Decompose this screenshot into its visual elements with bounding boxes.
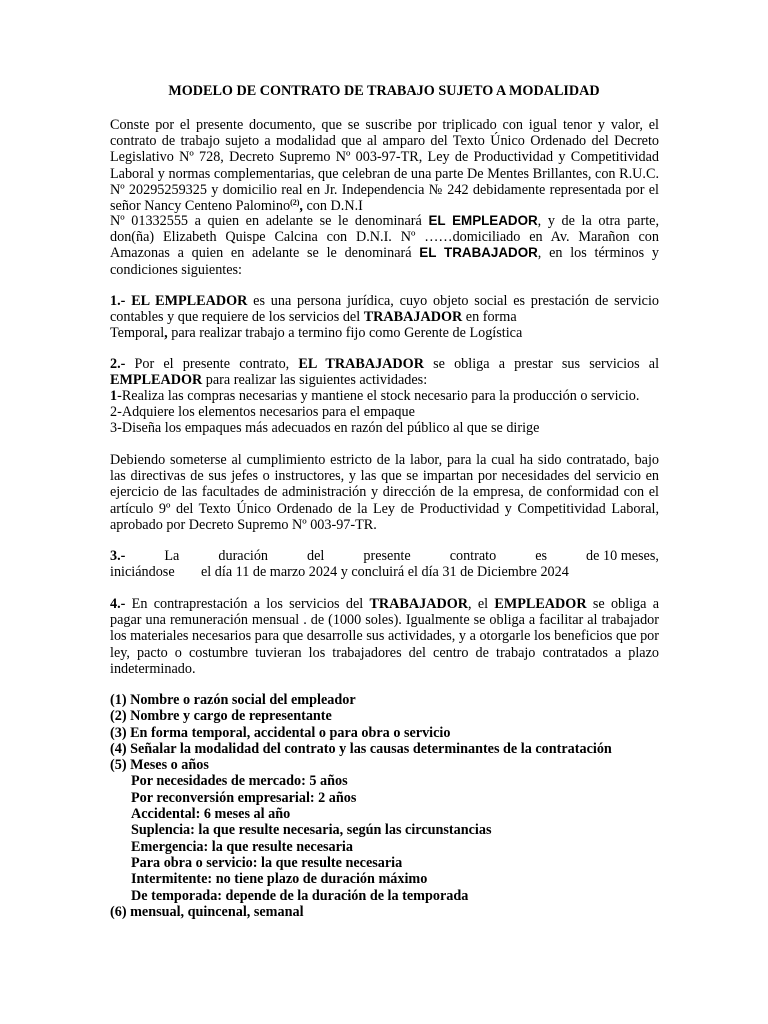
clause-3-duration: de 10 meses, [586, 548, 659, 564]
clause-2-activities-intro: para realizar las siguientes actividades: [202, 372, 428, 389]
employer-term: EL EMPLEADOR [428, 213, 538, 228]
clause-1-temporal: Temporal [110, 325, 165, 342]
footnote-ref-2: (2) [290, 198, 300, 208]
obligation-paragraph: Debiendo someterse al cumplimiento estricto de la labor, para la cual ha sido contratado, bajo las directivas de sus jefes o instructores, y las que se impartan por necesidades del servicio en ejercicio de las facultades de administración y dirección de la empresa, de conformidad con el artículo 9º del Texto Único Ordenado de la Ley de Productividad y Competitividad Laboral, aprobado por Decreto Supremo Nº 003-97-TR. [110, 452, 659, 533]
intro-employer-id: Nº 01332555 a quien en adelante se le denominará [110, 213, 429, 229]
duration-item: Para obra o servicio: la que resulte necesaria [131, 854, 403, 871]
page-title: MODELO DE CONTRATO DE TRABAJO SUJETO A MODALIDAD [168, 83, 600, 99]
clause-3 [110, 548, 659, 580]
clause-4-number: 4.- [110, 596, 126, 612]
clause-4 [110, 596, 659, 677]
intro-dni: con D.N.I [302, 198, 363, 215]
duration-item: Accidental: 6 meses al año [131, 806, 291, 823]
clause-1-text: es una persona jurídica, cuyo objeto social es prestación de servicio contables y que requiere de los servicios del [110, 293, 660, 326]
footnote-4: (4) Señalar la modalidad del contrato y las causas determinantes de la contratación [110, 740, 612, 757]
footnote-2: (2) Nombre y cargo de representante [110, 708, 332, 725]
clause-1-number: 1.- [110, 293, 126, 309]
clause-1-worker: TRABAJADOR [363, 309, 463, 326]
clause-3-word: contrato [449, 548, 497, 564]
footnote-1: (1) Nombre o razón social del empleador [110, 692, 356, 708]
clause-3-word: del [307, 548, 325, 564]
clause-4-text-2: , el [468, 596, 495, 612]
clause-1-comma: , [164, 325, 168, 342]
clause-3-word: presente [363, 548, 411, 564]
clause-4-employer: EMPLEADOR [494, 596, 587, 612]
activity-2: 2-Adquiere los elementos necesarios para el empaque [110, 404, 415, 421]
activity-1 [110, 388, 659, 404]
duration-item: Por necesidades de mercado: 5 años [131, 773, 348, 790]
clause-2 [110, 356, 659, 388]
clause-2-text-2: se obliga a prestar sus servicios al [423, 356, 660, 372]
duration-item: Suplencia: la que resulte necesaria, según las circunstancias [131, 822, 492, 839]
clause-1-form: en forma [462, 309, 517, 326]
duration-item: Emergencia: la que resulte necesaria [131, 838, 353, 855]
clause-3-word: La [164, 548, 180, 564]
intro-parties [110, 213, 659, 278]
duration-item: De temporada: depende de la duración de la temporada [131, 887, 469, 904]
clause-3-word: es [535, 548, 548, 564]
clause-1 [110, 293, 659, 342]
clause-1-role: para realizar trabajo a termino fijo como Gerente de Logística [167, 325, 523, 342]
activity-1-text: -Realiza las compras necesarias y mantiene el stock necesario para la producción o servicio. [117, 388, 640, 404]
footnote-6: (6) mensual, quincenal, semanal [110, 903, 304, 920]
intro-worker-id: , y de la otra parte, don(ña) Elizabeth Quispe Calcina con D.N.I. Nº ……domiciliado en Av. Marañon con Amazonas a quien en adelante se le denominará [110, 213, 659, 262]
footnote-5: (5) Meses o años [110, 757, 209, 774]
clause-3-word: duración [218, 548, 269, 564]
clause-3-dates: el día 11 de marzo 2024 y concluirá el día 31 de Diciembre 2024 [201, 564, 569, 581]
clause-3-line-1 [110, 548, 659, 564]
intro-paragraph [110, 117, 659, 214]
clause-2-employer: EMPLEADOR [110, 372, 203, 389]
clause-4-remuneration: se obliga a pagar una remuneración mensual . de (1000 soles). Igualmente se obliga a facilitar al trabajador los materiales necesarios para que desarrolle sus actividades, y a otorgarle los beneficios que por ley, pacto o costumbre tuvieran los trabajadores del centro de trabajo contratados a plazo indeterminado. [110, 596, 659, 677]
intro-comma: , [299, 198, 303, 215]
worker-term: EL TRABAJADOR [419, 245, 538, 261]
footnote-3: (3) En forma temporal, accidental o para obra o servicio [110, 724, 451, 741]
clause-1-employer: EL EMPLEADOR [131, 293, 248, 309]
footnotes-list [110, 692, 659, 920]
clause-3-line-2 [110, 564, 659, 580]
clause-2-worker: EL TRABAJADOR [298, 356, 424, 372]
clause-4-text: En contraprestación a los servicios del [125, 596, 370, 612]
activity-1-number: 1 [110, 388, 118, 404]
clause-2-number: 2.- [110, 356, 126, 372]
activities-list [110, 388, 659, 437]
clause-3-start-word: iniciándose [110, 564, 175, 581]
intro-terms: , en los términos y condiciones siguientes: [110, 245, 659, 278]
clause-4-worker: TRABAJADOR [369, 596, 468, 612]
intro-text: Conste por el presente documento, que se suscribe por triplicado con igual tenor y valor, el contrato de trabajo sujeto a modalidad que al amparo del Texto Único Ordenado del Decreto Legislativo Nº 728, Decreto Supremo Nº 003-97-TR, Ley de Productividad y Competitividad Laboral y normas complementarias, que celebran de una parte De Mentes Brillantes, con R.U.C. Nº 20295259325 y domicilio real en Jr. Independencia № 242 debidamente representada por el señor Nancy Centeno Palomino [110, 117, 659, 215]
duration-item: Por reconversión empresarial: 2 años [131, 789, 357, 806]
activity-3: 3-Diseña los empaques más adecuados en razón del público al que se dirige [110, 420, 540, 437]
clause-3-number: 3.- [110, 548, 126, 564]
clause-2-text: Por el presente contrato, [125, 356, 299, 372]
duration-item: Intermitente: no tiene plazo de duración máximo [131, 871, 428, 888]
